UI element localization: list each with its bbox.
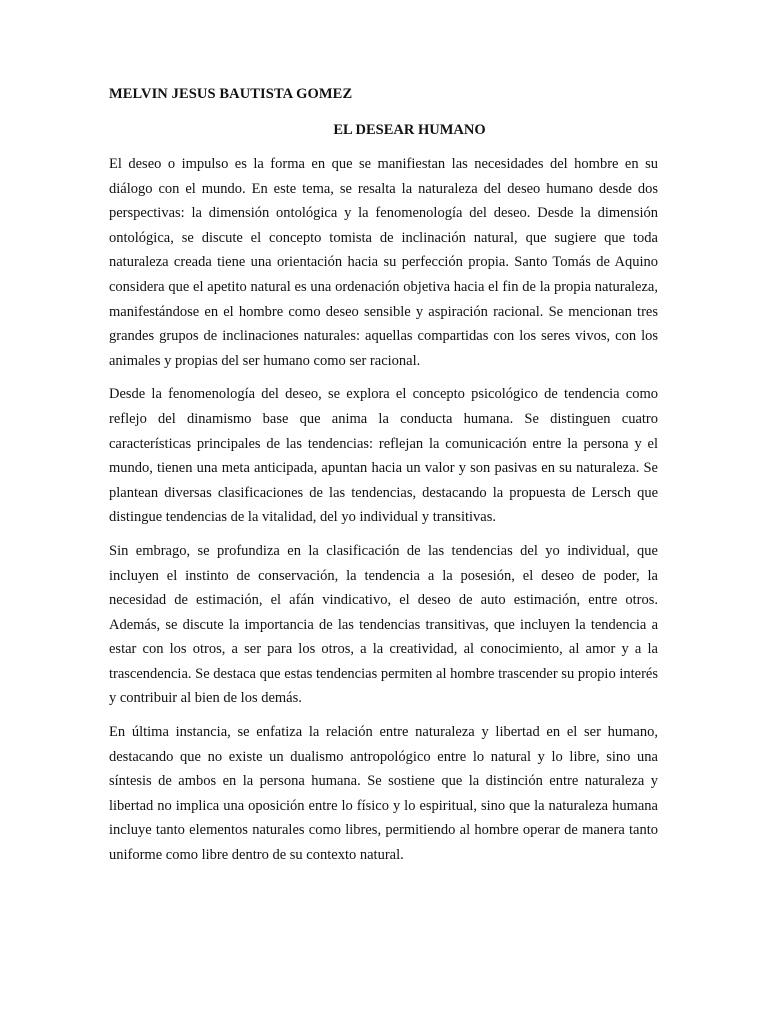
paragraph-3: Sin embrago, se profundiza en la clasificación de las tendencias del yo individual, que incluyen el instinto de conservación, la tendencia a la posesión, el deseo de poder, la necesidad de estimación, el afán vindicativo, el deseo de auto estimación, entre otros. Además, se discute la importancia de las tendencias transitivas, que incluyen la tendencia a estar con los otros, a ser para los otros, a la creatividad, al conocimiento, al amor y a la trascendencia. Se destaca que estas tendencias permiten al hombre trascender su propio interés y contribuir al bien de los demás. (109, 542, 658, 707)
paragraph-4: En última instancia, se enfatiza la relación entre naturaleza y libertad en el ser humano, destacando que no existe un dualismo antropológico entre lo natural y lo libre, sino una síntesis de ambos en la persona humana. Se sostiene que la distinción entre naturaleza y libertad no implica una oposición entre lo físico y lo espiritual, sino que la naturaleza humana incluye tanto elementos naturales como libres, permitiendo al hombre operar de manera tanto uniforme como libre dentro de su contexto natural. (109, 724, 658, 864)
document-title: EL DESEAR HUMANO (333, 122, 486, 138)
paragraph-1: El deseo o impulso es la forma en que se manifiestan las necesidades del hombre en su diálogo con el mundo. En este tema, se resalta la naturaleza del deseo humano desde dos perspectivas: la dimensión ontológica y la fenomenología del deseo. Desde la dimensión ontológica, se discute el concepto tomista de inclinación natural, que sugiere que toda naturaleza creada tiene una orientación hacia su perfección propia. Santo Tomás de Aquino considera que el apetito natural es una ordenación objetiva hacia el fin de la propia naturaleza, manifestándose en el hombre como deseo sensible y aspiración racional. Se mencionan tres grandes grupos de inclinaciones naturales: aquellas compartidas con los seres vivos, con los animales y propias del ser humano como ser racional. (109, 156, 658, 369)
document-page (109, 84, 658, 877)
author-name: MELVIN JESUS BAUTISTA GOMEZ (109, 86, 353, 102)
paragraph-2: Desde la fenomenología del deseo, se explora el concepto psicológico de tendencia como reflejo del dinamismo base que anima la conducta humana. Se distinguen cuatro características principales de las tendencias: reflejan la comunicación entre la persona y el mundo, tienen una meta anticipada, apuntan hacia un valor y son pasivas en su naturaleza. Se plantean diversas clasificaciones de las tendencias, destacando la propuesta de Lersch que distingue tendencias de la vitalidad, del yo individual y transitivas. (109, 386, 658, 526)
